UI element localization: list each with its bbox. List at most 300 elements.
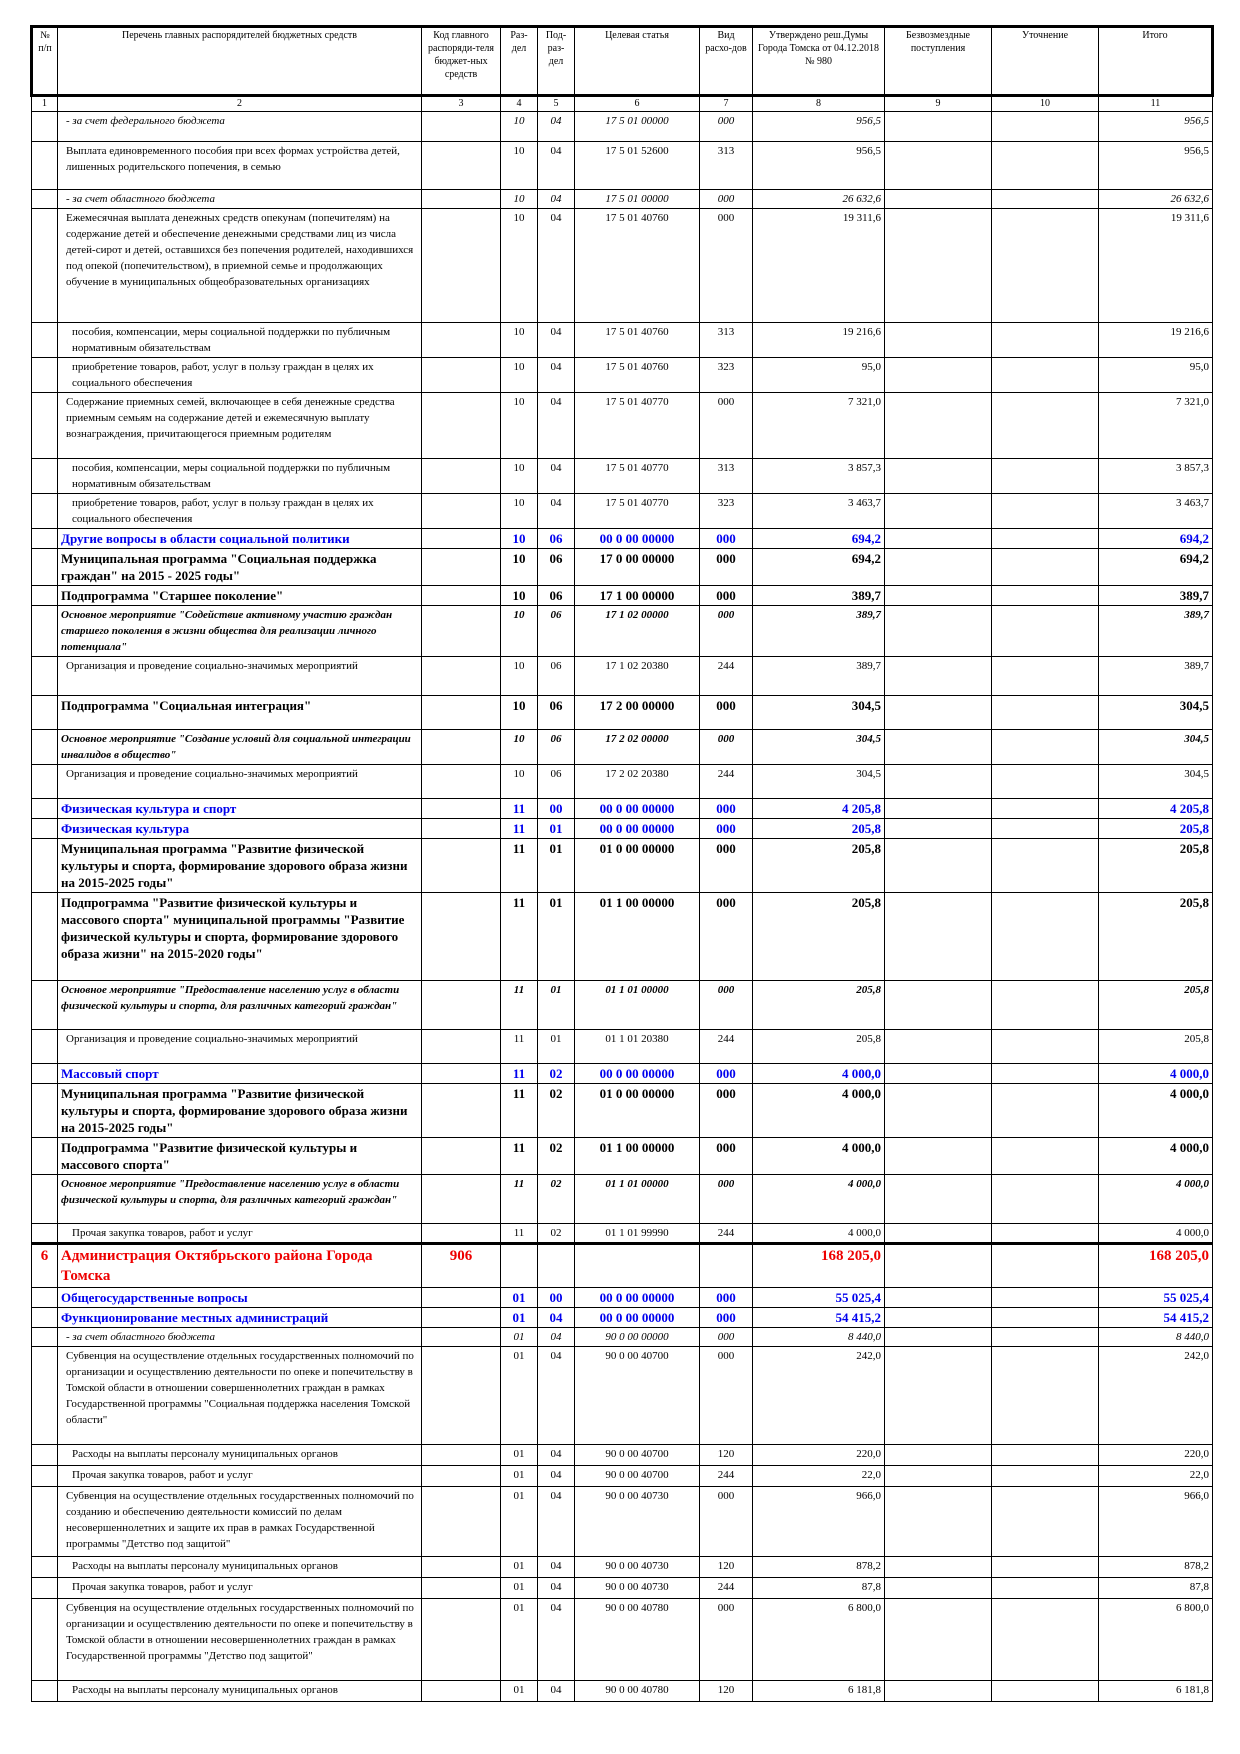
col-header-expense-type: Вид расхо-дов [700, 27, 753, 96]
row-free-receipts [885, 981, 992, 1030]
row-expense-type: 000 [700, 1138, 753, 1175]
row-target-article: 17 5 01 40770 [575, 393, 700, 459]
row-target-article: 17 5 01 00000 [575, 190, 700, 209]
row-clarification [992, 657, 1099, 696]
row-section: 01 [501, 1445, 538, 1466]
row-approved: 26 632,6 [753, 190, 885, 209]
row-name: Ежемесячная выплата денежных средств опекунам (попечителям) на содержание детей и обеспечение денежными средствами лиц из числа детей-сирот и детей, оставшихся без попечения родителей, находившихся под опекой (попечительством), в приемной семье и продолжающих обучение в муниципальных общеобразовательных организациях [58, 209, 422, 323]
row-subsection: 04 [538, 494, 575, 529]
row-total: 205,8 [1099, 1030, 1213, 1064]
table-row [32, 323, 1213, 358]
table-row [32, 1445, 1213, 1466]
row-name: Основное мероприятие "Создание условий для социальной интеграции инвалидов в общество" [58, 730, 422, 765]
row-approved: 878,2 [753, 1557, 885, 1578]
row-code [422, 1347, 501, 1445]
row-code [422, 1175, 501, 1224]
row-code [422, 839, 501, 893]
row-target-article: 90 0 00 40780 [575, 1599, 700, 1681]
table-row [32, 730, 1213, 765]
row-free-receipts [885, 1244, 992, 1288]
row-name: Содержание приемных семей, включающее в себя денежные средства приемным семьям на содержание детей и ежемесячную выплату вознаграждения, причитающегося приемным родителям [58, 393, 422, 459]
row-total: 19 311,6 [1099, 209, 1213, 323]
row-name: Основное мероприятие "Предоставление населению услуг в области физической культуры и спорта, для различных категорий граждан" [58, 1175, 422, 1224]
row-total: 8 440,0 [1099, 1328, 1213, 1347]
row-free-receipts [885, 657, 992, 696]
row-total: 22,0 [1099, 1466, 1213, 1487]
row-target-article: 01 0 00 00000 [575, 839, 700, 893]
row-name: Общегосударственные вопросы [58, 1288, 422, 1308]
row-approved: 304,5 [753, 730, 885, 765]
row-free-receipts [885, 1138, 992, 1175]
row-target-article: 17 5 01 52600 [575, 142, 700, 190]
row-clarification [992, 393, 1099, 459]
column-number: 3 [422, 96, 501, 112]
row-total: 205,8 [1099, 893, 1213, 981]
row-code [422, 358, 501, 393]
row-target-article: 90 0 00 00000 [575, 1328, 700, 1347]
row-expense-type: 244 [700, 657, 753, 696]
row-number [32, 1599, 58, 1681]
table-row [32, 657, 1213, 696]
row-expense-type: 000 [700, 190, 753, 209]
row-section: 10 [501, 606, 538, 657]
row-subsection: 04 [538, 1328, 575, 1347]
row-target-article: 01 1 01 00000 [575, 981, 700, 1030]
row-target-article: 01 1 01 99990 [575, 1224, 700, 1244]
row-section: 10 [501, 190, 538, 209]
row-number [32, 529, 58, 549]
table-row [32, 1347, 1213, 1445]
table-row [32, 1138, 1213, 1175]
row-number [32, 112, 58, 142]
row-expense-type: 323 [700, 358, 753, 393]
row-name: Физическая культура [58, 819, 422, 839]
row-name: Администрация Октябрьского района Города Томска [58, 1244, 422, 1288]
row-number: 6 [32, 1244, 58, 1288]
row-free-receipts [885, 730, 992, 765]
row-code [422, 765, 501, 799]
row-free-receipts [885, 1681, 992, 1702]
row-clarification [992, 1328, 1099, 1347]
table-row [32, 1244, 1213, 1288]
row-name: Прочая закупка товаров, работ и услуг [58, 1578, 422, 1599]
row-target-article: 00 0 00 00000 [575, 529, 700, 549]
row-number [32, 586, 58, 606]
table-row [32, 819, 1213, 839]
row-number [32, 1466, 58, 1487]
row-total: 304,5 [1099, 730, 1213, 765]
row-approved: 205,8 [753, 819, 885, 839]
row-section: 10 [501, 657, 538, 696]
row-code [422, 1064, 501, 1084]
row-expense-type: 000 [700, 839, 753, 893]
row-code [422, 323, 501, 358]
row-expense-type: 000 [700, 112, 753, 142]
row-code [422, 1599, 501, 1681]
row-free-receipts [885, 1288, 992, 1308]
row-approved: 389,7 [753, 586, 885, 606]
row-subsection: 02 [538, 1224, 575, 1244]
row-expense-type: 313 [700, 459, 753, 494]
row-expense-type: 000 [700, 606, 753, 657]
row-code [422, 1308, 501, 1328]
col-header-approved: Утверждено реш.Думы Города Томска от 04.12.2018 № 980 [753, 27, 885, 96]
table-row [32, 1487, 1213, 1557]
row-free-receipts [885, 1030, 992, 1064]
row-name: Расходы на выплаты персоналу муниципальных органов [58, 1445, 422, 1466]
row-clarification [992, 1138, 1099, 1175]
row-section: 10 [501, 393, 538, 459]
row-subsection: 04 [538, 1578, 575, 1599]
row-total: 55 025,4 [1099, 1288, 1213, 1308]
row-subsection: 04 [538, 1681, 575, 1702]
row-expense-type: 000 [700, 549, 753, 586]
row-subsection: 04 [538, 1599, 575, 1681]
row-code [422, 1328, 501, 1347]
row-number [32, 1681, 58, 1702]
row-approved: 6 181,8 [753, 1681, 885, 1702]
row-target-article: 17 0 00 00000 [575, 549, 700, 586]
row-free-receipts [885, 1084, 992, 1138]
row-name: Прочая закупка товаров, работ и услуг [58, 1466, 422, 1487]
table-row [32, 586, 1213, 606]
row-expense-type: 244 [700, 1030, 753, 1064]
row-subsection: 06 [538, 586, 575, 606]
row-section: 10 [501, 586, 538, 606]
row-section: 10 [501, 323, 538, 358]
row-section: 11 [501, 819, 538, 839]
row-code [422, 190, 501, 209]
row-expense-type: 000 [700, 1175, 753, 1224]
row-number [32, 1328, 58, 1347]
row-subsection: 04 [538, 323, 575, 358]
column-number: 11 [1099, 96, 1213, 112]
row-name: Субвенция на осуществление отдельных государственных полномочий по организации и осуществлению деятельности по опеке и попечительству в Томской области в отношении несовершеннолетних граждан в рамках Государственной программы "Детство под защитой" [58, 1599, 422, 1681]
row-clarification [992, 1445, 1099, 1466]
row-number [32, 1224, 58, 1244]
row-name: Функционирование местных администраций [58, 1308, 422, 1328]
table-row [32, 1557, 1213, 1578]
row-total: 220,0 [1099, 1445, 1213, 1466]
row-clarification [992, 494, 1099, 529]
row-free-receipts [885, 819, 992, 839]
row-approved: 7 321,0 [753, 393, 885, 459]
row-target-article: 00 0 00 00000 [575, 819, 700, 839]
row-clarification [992, 765, 1099, 799]
table-row [32, 696, 1213, 730]
row-approved: 3 463,7 [753, 494, 885, 529]
row-code [422, 1557, 501, 1578]
row-clarification [992, 529, 1099, 549]
row-free-receipts [885, 893, 992, 981]
row-subsection: 00 [538, 1288, 575, 1308]
row-subsection: 06 [538, 657, 575, 696]
row-name: приобретение товаров, работ, услуг в пользу граждан в целях их социального обеспечения [58, 358, 422, 393]
row-clarification [992, 1681, 1099, 1702]
row-number [32, 393, 58, 459]
row-free-receipts [885, 1578, 992, 1599]
row-section [501, 1244, 538, 1288]
row-code [422, 529, 501, 549]
table-row [32, 893, 1213, 981]
row-subsection: 06 [538, 606, 575, 657]
row-name: - за счет федерального бюджета [58, 112, 422, 142]
row-target-article: 17 5 01 40760 [575, 358, 700, 393]
row-approved: 54 415,2 [753, 1308, 885, 1328]
row-section: 10 [501, 730, 538, 765]
row-code [422, 657, 501, 696]
row-clarification [992, 819, 1099, 839]
row-free-receipts [885, 586, 992, 606]
row-code [422, 1288, 501, 1308]
row-approved: 6 800,0 [753, 1599, 885, 1681]
table-row [32, 1064, 1213, 1084]
row-code [422, 893, 501, 981]
row-section: 10 [501, 765, 538, 799]
row-subsection: 04 [538, 1308, 575, 1328]
row-name: Подпрограмма "Социальная интеграция" [58, 696, 422, 730]
row-total: 4 000,0 [1099, 1175, 1213, 1224]
row-code [422, 459, 501, 494]
row-target-article: 17 1 00 00000 [575, 586, 700, 606]
row-expense-type: 000 [700, 1064, 753, 1084]
row-number [32, 730, 58, 765]
row-expense-type: 000 [700, 730, 753, 765]
row-number [32, 893, 58, 981]
row-approved: 22,0 [753, 1466, 885, 1487]
row-section: 11 [501, 1084, 538, 1138]
column-number-row [32, 96, 1213, 112]
row-expense-type: 120 [700, 1681, 753, 1702]
table-row [32, 1578, 1213, 1599]
row-expense-type: 323 [700, 494, 753, 529]
row-expense-type: 000 [700, 1308, 753, 1328]
row-section: 11 [501, 839, 538, 893]
row-total: 95,0 [1099, 358, 1213, 393]
row-target-article: 90 0 00 40700 [575, 1347, 700, 1445]
row-free-receipts [885, 494, 992, 529]
row-target-article: 01 1 01 00000 [575, 1175, 700, 1224]
row-free-receipts [885, 209, 992, 323]
row-code [422, 1487, 501, 1557]
row-subsection: 04 [538, 209, 575, 323]
row-total: 168 205,0 [1099, 1244, 1213, 1288]
table-row [32, 494, 1213, 529]
row-clarification [992, 112, 1099, 142]
row-target-article [575, 1244, 700, 1288]
row-free-receipts [885, 1308, 992, 1328]
row-free-receipts [885, 142, 992, 190]
table-row [32, 799, 1213, 819]
row-section: 01 [501, 1288, 538, 1308]
row-code [422, 799, 501, 819]
row-name: Основное мероприятие "Предоставление населению услуг в области физической культуры и спорта, для различных категорий граждан" [58, 981, 422, 1030]
row-approved: 956,5 [753, 112, 885, 142]
row-free-receipts [885, 839, 992, 893]
row-expense-type: 000 [700, 1084, 753, 1138]
row-number [32, 1175, 58, 1224]
row-clarification [992, 1347, 1099, 1445]
row-total: 4 000,0 [1099, 1064, 1213, 1084]
row-expense-type: 000 [700, 529, 753, 549]
col-header-target-article: Целевая статья [575, 27, 700, 96]
column-number: 2 [58, 96, 422, 112]
row-number [32, 657, 58, 696]
row-approved: 4 000,0 [753, 1084, 885, 1138]
row-approved: 389,7 [753, 606, 885, 657]
row-expense-type: 120 [700, 1445, 753, 1466]
row-subsection: 06 [538, 529, 575, 549]
row-expense-type: 000 [700, 1347, 753, 1445]
row-expense-type: 000 [700, 586, 753, 606]
row-code [422, 209, 501, 323]
row-clarification [992, 893, 1099, 981]
row-target-article: 17 1 02 00000 [575, 606, 700, 657]
row-subsection: 04 [538, 1347, 575, 1445]
row-section: 11 [501, 893, 538, 981]
row-name: Муниципальная программа "Развитие физической культуры и спорта, формирование здорового образа жизни на 2015-2025 годы" [58, 1084, 422, 1138]
row-free-receipts [885, 1487, 992, 1557]
row-target-article: 17 5 01 40770 [575, 494, 700, 529]
row-section: 10 [501, 142, 538, 190]
row-name: - за счет областного бюджета [58, 1328, 422, 1347]
table-row [32, 1084, 1213, 1138]
row-approved: 4 000,0 [753, 1175, 885, 1224]
col-header-number: № п/п [32, 27, 58, 96]
row-number [32, 765, 58, 799]
row-name: Массовый спорт [58, 1064, 422, 1084]
budget-sheet [30, 25, 1211, 1702]
row-total: 205,8 [1099, 981, 1213, 1030]
row-code [422, 586, 501, 606]
row-section: 10 [501, 529, 538, 549]
table-row [32, 1328, 1213, 1347]
row-subsection: 04 [538, 358, 575, 393]
row-total: 694,2 [1099, 549, 1213, 586]
row-number [32, 459, 58, 494]
row-total: 26 632,6 [1099, 190, 1213, 209]
row-code [422, 1578, 501, 1599]
row-name: Субвенция на осуществление отдельных государственных полномочий по созданию и обеспечению деятельности комиссий по делам несовершеннолетних и защите их прав в рамках Государственной программы "Детство под защитой" [58, 1487, 422, 1557]
row-code [422, 696, 501, 730]
row-subsection: 02 [538, 1138, 575, 1175]
row-name: пособия, компенсации, меры социальной поддержки по публичным нормативным обязательствам [58, 459, 422, 494]
row-total: 3 463,7 [1099, 494, 1213, 529]
row-section: 10 [501, 209, 538, 323]
row-total: 205,8 [1099, 839, 1213, 893]
row-code [422, 112, 501, 142]
table-row [32, 549, 1213, 586]
row-free-receipts [885, 1328, 992, 1347]
row-total: 4 000,0 [1099, 1084, 1213, 1138]
row-approved: 389,7 [753, 657, 885, 696]
row-code [422, 606, 501, 657]
row-total: 205,8 [1099, 819, 1213, 839]
table-row [32, 1599, 1213, 1681]
row-free-receipts [885, 1175, 992, 1224]
table-row [32, 358, 1213, 393]
row-free-receipts [885, 459, 992, 494]
row-section: 01 [501, 1347, 538, 1445]
row-total: 4 000,0 [1099, 1138, 1213, 1175]
row-expense-type: 000 [700, 893, 753, 981]
row-number [32, 1084, 58, 1138]
row-approved: 8 440,0 [753, 1328, 885, 1347]
row-expense-type: 000 [700, 393, 753, 459]
row-expense-type: 000 [700, 819, 753, 839]
row-total: 87,8 [1099, 1578, 1213, 1599]
row-section: 01 [501, 1328, 538, 1347]
row-section: 11 [501, 1175, 538, 1224]
row-number [32, 549, 58, 586]
row-target-article: 17 5 01 00000 [575, 112, 700, 142]
row-approved: 304,5 [753, 696, 885, 730]
row-clarification [992, 1064, 1099, 1084]
row-free-receipts [885, 1445, 992, 1466]
row-number [32, 819, 58, 839]
row-clarification [992, 190, 1099, 209]
row-expense-type: 000 [700, 1288, 753, 1308]
row-section: 10 [501, 459, 538, 494]
row-subsection: 06 [538, 730, 575, 765]
row-section: 01 [501, 1487, 538, 1557]
row-section: 01 [501, 1557, 538, 1578]
row-total: 389,7 [1099, 657, 1213, 696]
row-free-receipts [885, 529, 992, 549]
row-expense-type: 000 [700, 799, 753, 819]
row-approved: 4 205,8 [753, 799, 885, 819]
row-total: 304,5 [1099, 765, 1213, 799]
row-approved: 19 311,6 [753, 209, 885, 323]
row-total: 966,0 [1099, 1487, 1213, 1557]
row-name: Муниципальная программа "Социальная поддержка граждан" на 2015 - 2025 годы" [58, 549, 422, 586]
row-name: Подпрограмма "Старшее поколение" [58, 586, 422, 606]
row-number [32, 839, 58, 893]
row-code: 906 [422, 1244, 501, 1288]
row-clarification [992, 459, 1099, 494]
col-header-subsection: Под-раз-дел [538, 27, 575, 96]
row-free-receipts [885, 112, 992, 142]
row-approved: 168 205,0 [753, 1244, 885, 1288]
row-number [32, 190, 58, 209]
row-total: 878,2 [1099, 1557, 1213, 1578]
row-number [32, 494, 58, 529]
row-expense-type: 000 [700, 696, 753, 730]
row-code [422, 1138, 501, 1175]
row-code [422, 730, 501, 765]
row-total: 19 216,6 [1099, 323, 1213, 358]
row-clarification [992, 1308, 1099, 1328]
row-code [422, 142, 501, 190]
column-number: 8 [753, 96, 885, 112]
row-section: 10 [501, 549, 538, 586]
row-expense-type: 000 [700, 209, 753, 323]
row-clarification [992, 1288, 1099, 1308]
row-clarification [992, 799, 1099, 819]
row-expense-type: 313 [700, 323, 753, 358]
row-expense-type: 000 [700, 981, 753, 1030]
row-number [32, 606, 58, 657]
row-clarification [992, 730, 1099, 765]
row-approved: 205,8 [753, 981, 885, 1030]
row-total: 956,5 [1099, 142, 1213, 190]
row-section: 10 [501, 112, 538, 142]
column-number: 7 [700, 96, 753, 112]
row-name: Основное мероприятие "Содействие активному участию граждан старшего поколения в жизни общества для реализации личного потенциала" [58, 606, 422, 657]
row-target-article: 01 1 00 00000 [575, 1138, 700, 1175]
col-header-total: Итого [1099, 27, 1213, 96]
row-clarification [992, 606, 1099, 657]
